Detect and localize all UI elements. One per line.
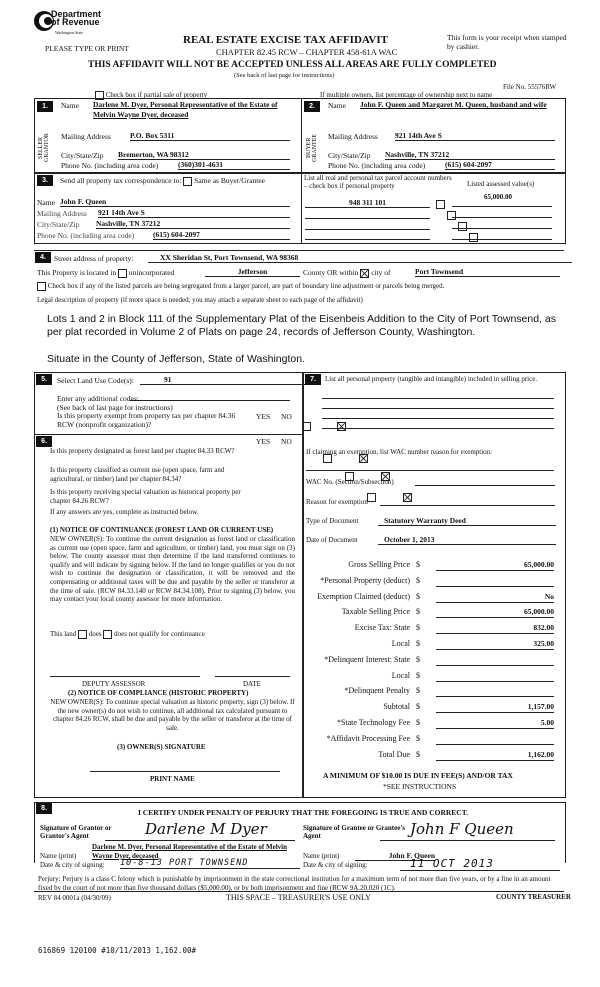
grantor-signature: Darlene M Dyer bbox=[145, 820, 267, 838]
parcel-personal-checkbox-4[interactable] bbox=[469, 233, 478, 242]
document-date: October 1, 2013 bbox=[378, 535, 556, 545]
notice2-body: NEW OWNER(S): To continue special valuation as historic property, sign (3) below. If the new owner(s) do not wish to continue, all additional tax calculated pursuant to chapter 84.26 RCW, shall be due and payable by the seller or transferor at the time of sale. bbox=[50, 698, 295, 732]
calc-row-value bbox=[436, 576, 554, 587]
calc-row-currency: $ bbox=[416, 749, 420, 759]
exempt-question: Is this property exempt from property tax per chapter 84.36 RCW (nonprofit organization)? bbox=[57, 411, 236, 429]
notice1-title: (1) NOTICE OF CONTINUANCE (FOREST LAND OR CURRENT USE) bbox=[50, 526, 274, 534]
calc-row-currency: $ bbox=[416, 670, 420, 680]
property-city: Port Townsend bbox=[415, 267, 560, 277]
file-no: File No. 55576RW bbox=[503, 83, 557, 91]
seller-city: Bremerton, WA 98312 bbox=[118, 150, 290, 160]
document-type: Statutory Warranty Deed bbox=[378, 516, 556, 526]
notice1-body: NEW OWNER(S): To continue the current designation as forest land or classification as current use (open space, farm and agriculture, or timber) land, you must sign on (3) below. The county assessor must then determine if the land transferred continues to qualify and will indicate by signing below. If the land no longer qualifies or you do not wish to continue the designation or classification, it will be removed and the compensating or additional taxes will be due and payable by the seller or transferor at the time of sale. (RCW 84.33.140 or RCW 84.34.108). Prior to signing (3) below, you may contact your local county assessor for more information. bbox=[50, 535, 295, 604]
calc-row-label: *Delinquent Interest: State bbox=[324, 654, 410, 664]
calc-row-label: Gross Selling Price bbox=[348, 560, 410, 569]
calc-row-value: 1,162.00 bbox=[436, 750, 554, 761]
assessed-header: Listed assessed value(s) bbox=[467, 180, 535, 188]
calc-row-value: 325.00 bbox=[436, 639, 554, 650]
calc-row-currency: $ bbox=[416, 639, 420, 648]
calc-row-value bbox=[436, 686, 554, 697]
calc-row-value bbox=[436, 655, 554, 666]
calc-row-currency: $ bbox=[416, 591, 420, 601]
calc-row-value: 65,000.00 bbox=[436, 560, 554, 571]
calc-row-label: *Personal Property (deduct) bbox=[320, 575, 410, 585]
multiple-owners-note: If multiple owners, list percentage of ownership next to name bbox=[320, 91, 493, 99]
grantee-signature: John F Queen bbox=[410, 820, 514, 838]
calc-row-currency: $ bbox=[416, 575, 420, 585]
calc-row-label: Subtotal bbox=[383, 702, 410, 712]
unincorporated-checkbox[interactable] bbox=[118, 269, 127, 278]
property-street: XX Sheridan St, Port Townsend, WA 98368 bbox=[148, 253, 572, 263]
buyer-side-label: BUYER GRANTEE bbox=[306, 134, 318, 162]
grantor-date-place: 10-8-13 PORT TOWNSEND bbox=[120, 858, 300, 869]
calc-row-label: Local bbox=[391, 639, 410, 648]
section-5-number: 5. bbox=[36, 374, 52, 385]
correspondence-mailing: 921 14th Ave S bbox=[98, 208, 290, 218]
calc-row-label: *Affidavit Processing Fee bbox=[326, 733, 410, 743]
parcel-personal-checkbox-1[interactable] bbox=[436, 200, 445, 209]
located-row: This Property is located in unincorporated bbox=[37, 268, 175, 277]
calc-row-value: No bbox=[436, 592, 554, 603]
receipt-stamp: 616869 120100 #10/11/2013 1,162.00# bbox=[38, 946, 197, 955]
land-use-code: 91 bbox=[140, 375, 314, 385]
calc-row-currency: $ bbox=[416, 623, 420, 633]
buyer-phone: (615) 604-2097 bbox=[445, 160, 555, 170]
calc-row-label: Taxable Selling Price bbox=[341, 607, 410, 617]
calc-row-value: 832.00 bbox=[436, 623, 554, 634]
parcel-personal-checkbox-2[interactable] bbox=[447, 211, 456, 220]
calc-row-value: 65,000.00 bbox=[436, 607, 554, 618]
legal-note: Legal description of property (if more space is needed, you may attach a separate sheet to each page of the affidavit) bbox=[37, 296, 363, 304]
section-7-number: 7. bbox=[305, 374, 321, 385]
seller-mailing: P.O. Box 5311 bbox=[130, 131, 290, 141]
grantor-print-name: Darlene M. Dyer, Personal Representative of the Estate of Melvin Wayne Dyer, deceased bbox=[92, 843, 287, 860]
exempt-no-checkbox[interactable] bbox=[337, 422, 346, 431]
legal-description: Lots 1 and 2 in Block 111 of the Supplementary Plat of the Eisenbeis Addition to the City of Port Townsend, as per plat recorded in Volume 2 of Plats on page 24, records of Jefferson County, Washington. bbox=[47, 313, 556, 338]
correspondence-name: John F. Queen bbox=[60, 197, 290, 207]
calc-row-label: Total Due bbox=[378, 749, 410, 759]
warning-banner: THIS AFFIDAVIT WILL NOT BE ACCEPTED UNLESS ALL AREAS ARE FULLY COMPLETED bbox=[88, 60, 497, 70]
correspondence-city: Nashville, TN 37212 bbox=[96, 219, 290, 229]
correspondence-phone: (615) 604-2097 bbox=[153, 230, 290, 240]
calc-row-label: Local bbox=[391, 670, 410, 680]
section-2-number: 2. bbox=[304, 101, 320, 112]
seller-name: Darlene M. Dyer, Personal Representative of the Estate of Melvin Wayne Dyer, deceased bbox=[93, 100, 278, 119]
within-city-checkbox[interactable] bbox=[360, 269, 369, 278]
calc-row-currency: $ bbox=[416, 560, 420, 569]
calc-row-currency: $ bbox=[416, 702, 420, 712]
logo-text: Department of Revenue bbox=[51, 9, 102, 27]
minimum-due-note: A MINIMUM OF $10.00 IS DUE IN FEE(S) AND/OR TAX bbox=[323, 771, 513, 780]
calc-row-label: *Delinquent Penalty bbox=[344, 686, 410, 696]
historic-yes-checkbox[interactable] bbox=[367, 493, 376, 502]
calc-row-currency: $ bbox=[416, 733, 420, 743]
parcel-header: List all real and personal tax parcel account numbers – check box if personal property bbox=[304, 174, 452, 190]
calc-row-currency: $ bbox=[416, 607, 420, 617]
calc-row-label: *State Technology Fee bbox=[336, 718, 410, 727]
dor-logo bbox=[33, 8, 102, 38]
parcel-number: 948 311 101 bbox=[305, 198, 430, 208]
see-back-note: (See back of last page for instructions) bbox=[234, 72, 335, 79]
parcel-personal-checkbox-3[interactable] bbox=[458, 222, 467, 231]
form-revision: REV 84 0001a (04/30/09) bbox=[38, 894, 111, 902]
perjury-notice: Perjury: Perjury is a class C felony which is punishable by imprisonment in the state correctional institution for a maximum term of not more than five years, or by a fine in an amount fixed by the court of not more than five thousand dollars ($5,000.00), or by both imprisonment and fine (RCW 9A.20.020 (1C). bbox=[38, 875, 551, 892]
form-title: REAL ESTATE EXCISE TAX AFFIDAVIT bbox=[183, 34, 388, 46]
does-not-qualify-checkbox[interactable] bbox=[103, 630, 112, 639]
calc-row-label: Excise Tax: State bbox=[354, 623, 410, 633]
calc-row-value: 5.00 bbox=[436, 718, 554, 729]
same-as-buyer-checkbox[interactable] bbox=[183, 177, 192, 186]
exempt-yes-checkbox[interactable] bbox=[302, 422, 311, 431]
see-instructions: *SEE INSTRUCTIONS bbox=[383, 782, 457, 791]
correspondence-label: Send all property tax correspondence to: Same as Buyer/Grantee bbox=[60, 176, 265, 185]
treasurer-only: THIS SPACE – TREASURER'S USE ONLY bbox=[226, 893, 371, 902]
certify-statement: I CERTIFY UNDER PENALTY OF PERJURY THAT THE FOREGOING IS TRUE AND CORRECT. bbox=[138, 808, 469, 817]
receipt-note: This form is your receipt when stamped by cashier. bbox=[447, 33, 567, 51]
county-treasurer: COUNTY TREASURER bbox=[496, 893, 571, 901]
calc-row-currency: $ bbox=[416, 718, 420, 727]
calc-row-value bbox=[436, 671, 554, 682]
seller-side-label: SELLER GRANTOR bbox=[38, 133, 50, 163]
form-subtitle: CHAPTER 82.45 RCW – CHAPTER 458-61A WAC bbox=[216, 47, 398, 57]
grantee-date-place: 11 OCT 2013 bbox=[400, 857, 560, 871]
logo-sub: Washington State bbox=[55, 30, 84, 35]
grantee-print-name: John F. Queen bbox=[355, 851, 435, 861]
section-3-number: 3. bbox=[37, 175, 53, 186]
buyer-mailing: 921 14th Ave S bbox=[395, 131, 555, 141]
section-8-number: 8. bbox=[36, 803, 52, 814]
calc-row-value: 1,157.00 bbox=[436, 702, 554, 713]
seller-phone: (360)301-4631 bbox=[178, 160, 290, 170]
section-6-number: 6. bbox=[36, 436, 52, 447]
section-4-number: 4. bbox=[35, 252, 51, 263]
buyer-city: Nashville, TN 37212 bbox=[385, 150, 555, 160]
property-county: Jefferson bbox=[205, 267, 300, 277]
assessed-value: 65,000.00 bbox=[484, 193, 512, 201]
calc-row-value bbox=[436, 734, 554, 745]
historic-no-checkbox[interactable] bbox=[403, 493, 412, 502]
segregated-checkbox[interactable] bbox=[37, 282, 46, 291]
does-qualify-checkbox[interactable] bbox=[78, 630, 87, 639]
calc-row-currency: $ bbox=[416, 686, 420, 696]
legal-situate: Situate in the County of Jefferson, State of Washington. bbox=[47, 353, 305, 365]
section-1-number: 1. bbox=[37, 101, 53, 112]
calc-row-label: Exemption Claimed (deduct) bbox=[317, 591, 410, 601]
calc-row-currency: $ bbox=[416, 654, 420, 664]
buyer-name: John F. Queen and Margaret M. Queen, husband and wife bbox=[360, 100, 547, 109]
please-type: PLEASE TYPE OR PRINT bbox=[45, 44, 129, 53]
notice2-title: (2) NOTICE OF COMPLIANCE (HISTORIC PROPERTY) bbox=[68, 689, 249, 697]
partial-sale-row: Check box if partial sale of property bbox=[95, 91, 207, 100]
